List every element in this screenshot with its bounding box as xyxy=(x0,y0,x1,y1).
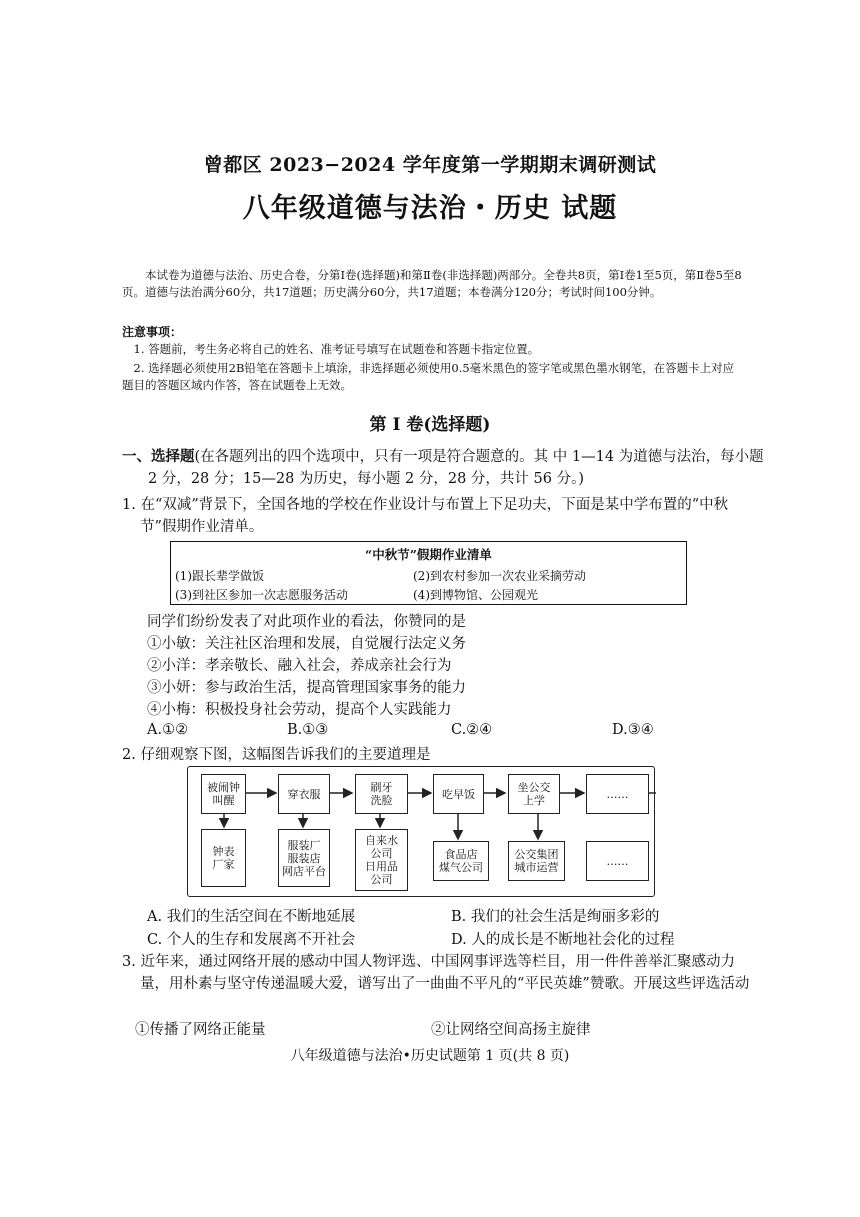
node-get-dressed: 穿衣服 xyxy=(278,774,330,814)
node-bus-group: 公交集团 城市运营 xyxy=(508,841,565,881)
node-clock-maker: 钟表 厂家 xyxy=(201,829,246,887)
q1-statement-1: ①小敏：关注社区治理和发展，自觉履行法定义务 xyxy=(147,636,466,652)
node-alarm-wakeup: 被闹钟 叫醒 xyxy=(201,774,246,814)
q1-stem: 1. 在“双减”背景下，全国各地的学校在作业设计与布置上下足功夫，下面是某中学布置的“中秋节”假期作业清单。 xyxy=(122,497,729,535)
node-top-more: …… xyxy=(586,774,649,814)
q1-statement-2: ②小洋：孝亲敬长、融入社会，养成亲社会行为 xyxy=(147,658,452,674)
homework-item-2: (2)到农村参加一次农业采摘劳动 xyxy=(413,569,586,583)
node-breakfast: 吃早饭 xyxy=(433,774,484,814)
exam-title-line2: 八年级道德与法治・历史 试题 xyxy=(242,193,618,224)
node-food-gas: 食品店 煤气公司 xyxy=(433,841,489,881)
q1-statement-4: ④小梅：积极投身社会劳动，提高个人实践能力 xyxy=(147,702,452,718)
q1-option-c[interactable]: C.②④ xyxy=(451,722,493,738)
q2-stem: 2. 仔细观察下图，这幅图告诉我们的主要道理是 xyxy=(122,747,431,763)
exam-intro: 本试卷为道德与法治、历史合卷，分第Ⅰ卷(选择题)和第Ⅱ卷(非选择题)两部分。全卷共8页，第Ⅰ卷1至5页，第Ⅱ卷5至8页。道德与法治满分60分，共17道题；历史满分60分，共17道题；本卷满分120分；考试时间100分钟。 xyxy=(122,268,742,299)
q2-option-d[interactable]: D. 人的成长是不断地社会化的过程 xyxy=(451,932,675,948)
node-brush-wash: 刷牙 洗脸 xyxy=(355,774,408,814)
section-title: 第 I 卷(选择题) xyxy=(369,415,491,435)
q2-option-b[interactable]: B. 我们的社会生活是绚丽多彩的 xyxy=(451,909,660,925)
q1-statement-3: ③小妍：参与政治生活，提高管理国家事务的能力 xyxy=(147,680,466,696)
q2-option-a[interactable]: A. 我们的生活空间在不断地延展 xyxy=(147,909,356,925)
notice-item-1: 1. 答题前，考生务必将自己的姓名、准考证号填写在试题卷和答题卡指定位置。 xyxy=(133,342,540,356)
q3-stem: 3. 近年来，通过网络开展的感动中国人物评选、中国网事评选等栏目，用一件件善举汇聚感动力量，用朴素与坚守传递温暖大爱，谱写出了一曲曲不平凡的“平民英雄”赞歌。开展这些评选活动 xyxy=(122,954,750,992)
q1-option-a[interactable]: A.①② xyxy=(147,722,189,738)
homework-item-1: (1)跟长辈学做饭 xyxy=(175,569,264,583)
q3-statement-1: ①传播了网络正能量 xyxy=(135,1022,266,1038)
homework-table-title: “中秋节”假期作业清单 xyxy=(365,547,492,562)
part1-heading xyxy=(122,446,768,490)
q1-option-d[interactable]: D.③④ xyxy=(612,722,654,738)
q3-statement-2: ②让网络空间高扬主旋律 xyxy=(431,1022,591,1038)
q2-option-c[interactable]: C. 个人的生存和发展离不开社会 xyxy=(147,932,356,948)
homework-table xyxy=(170,541,687,605)
exam-title-line1: 曾都区 2023−2024 学年度第一学期期末调研测试 xyxy=(203,154,657,176)
node-bottom-more: …… xyxy=(586,841,649,881)
node-bus-school: 坐公交 上学 xyxy=(508,774,560,814)
daily-life-flowchart xyxy=(187,766,655,897)
homework-item-3: (3)到社区参加一次志愿服务活动 xyxy=(175,588,348,602)
homework-item-4: (4)到博物馆、公园观光 xyxy=(413,588,538,602)
notice-heading: 注意事项： xyxy=(122,325,183,339)
part1-desc: (在各题列出的四个选项中，只有一项是符合题意的。其 中 1—14 为道德与法治，每小题 2 分，28 分；15—28 为历史，每小题 2 分，28 分，共计 56 分。) xyxy=(148,449,764,487)
notice-item-2: 2. 选择题必须使用2B铅笔在答题卡上填涂，非选择题必须使用0.5毫米黑色的签字笔或黑色墨水钢笔，在答题卡上对应题目的答题区域内作答，答在试题卷上无效。 xyxy=(122,361,735,392)
node-clothing-suppliers: 服装厂 服装店 网店平台 xyxy=(278,829,330,887)
q1-prompt: 同学们纷纷发表了对此项作业的看法，你赞同的是 xyxy=(147,614,466,630)
node-water-daily-goods: 自来水 公司 日用品 公司 xyxy=(355,829,408,891)
q1-option-b[interactable]: B.①③ xyxy=(287,722,329,738)
page-footer: 八年级道德与法治•历史试题第 1 页(共 8 页) xyxy=(290,1048,570,1064)
part1-label: 一、选择题 xyxy=(122,448,195,465)
